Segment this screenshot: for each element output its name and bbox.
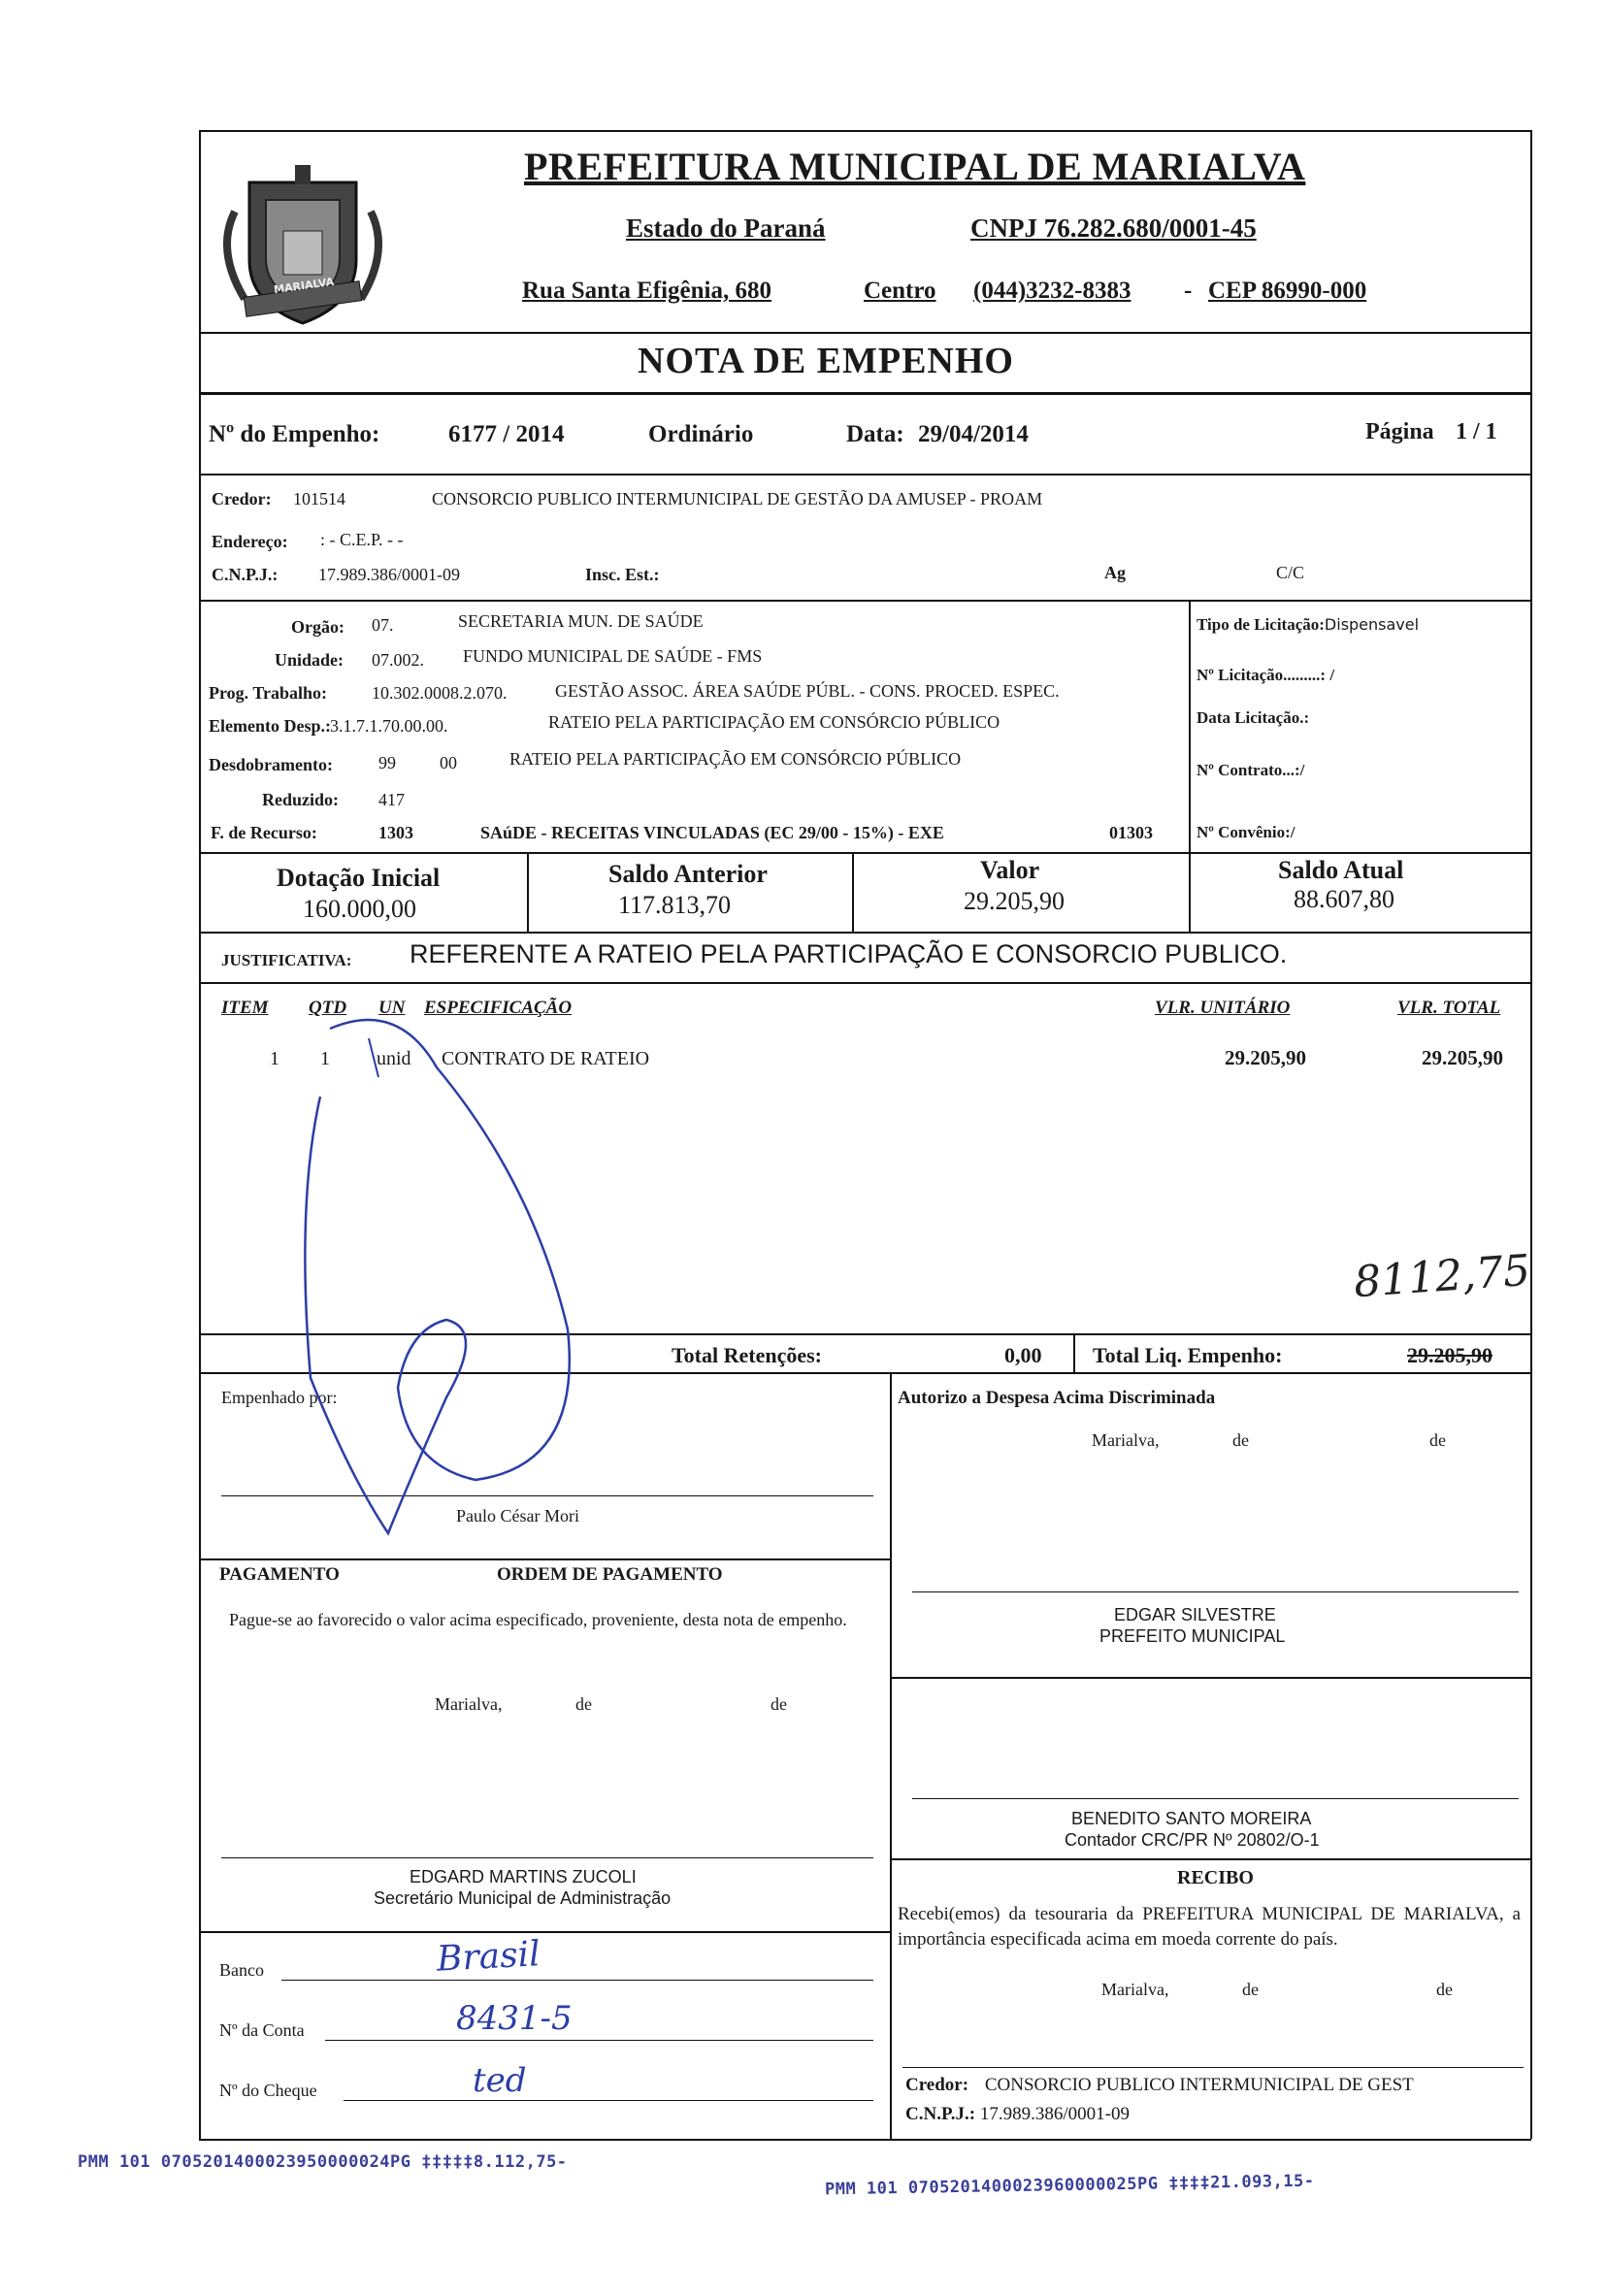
desdobramento-name: RATEIO PELA PARTICIPAÇÃO EM CONSÓRCIO PÚBLICO [509, 749, 962, 769]
empenho-number-label: Nº do Empenho: [209, 421, 380, 447]
desdobramento-label: Desdobramento: [209, 755, 333, 774]
municipal-seal [206, 144, 400, 338]
signature-line [902, 2067, 1524, 2068]
orgao-code: 07. [372, 615, 394, 635]
recibo-text: Recebi(emos) da tesouraria da PREFEITURA MUNICIPAL DE MARIALVA, a importância especificada acima em moeda corrente do país. [898, 1904, 1521, 1950]
valor-value: 29.205,90 [964, 887, 1065, 915]
recibo-de1: de [1242, 1980, 1259, 1999]
empenhado-por-name: Paulo César Mori [456, 1506, 579, 1525]
row-un: unid [377, 1048, 411, 1069]
signature-scribble [291, 1009, 640, 1553]
credor-label: Credor: [212, 489, 272, 508]
row-spec: CONTRATO DE RATEIO [442, 1048, 650, 1069]
convenio-numero: Nº Convênio:/ [1197, 823, 1295, 841]
recibo-credor [905, 2075, 1414, 2096]
divider [199, 852, 1531, 854]
divider [1073, 1333, 1075, 1372]
total-retencoes-label: Total Retenções: [672, 1343, 822, 1367]
row-item: 1 [270, 1048, 279, 1069]
col-header-un: UN [378, 998, 406, 1018]
prog-trabalho-name: GESTÃO ASSOC. ÁREA SAÚDE PÚBL. - CONS. PROCED. ESPEC. [555, 681, 1060, 701]
divider [199, 332, 1531, 334]
saldo-atual-label: Saldo Atual [1278, 856, 1404, 884]
prog-trabalho-code: 10.302.0008.2.070. [372, 683, 508, 703]
orgao-label: Orgão: [291, 617, 344, 637]
dotacao-inicial-label: Dotação Inicial [277, 864, 441, 892]
document-title: NOTA DE EMPENHO [638, 341, 1014, 381]
elemento-desp-code: 3.1.7.1.70.00.00. [330, 716, 448, 736]
cheque-value: ted [473, 2061, 527, 2100]
conta-line [325, 2040, 873, 2041]
divider [852, 852, 854, 932]
licitacao-tipo-value: Dispensavel [1324, 615, 1420, 634]
pagamento-city: Marialva, [435, 1694, 503, 1714]
divider [1189, 852, 1191, 932]
recurso-number: 01303 [1109, 823, 1153, 842]
saldo-anterior-label: Saldo Anterior [608, 860, 768, 888]
signature-line [912, 1591, 1519, 1592]
credor-ag-label: Ag [1104, 563, 1126, 582]
divider [890, 1372, 892, 2139]
credor-insc-label: Insc. Est.: [585, 565, 660, 584]
header-cnpj: CNPJ 76.282.680/0001-45 [970, 213, 1257, 243]
saldo-anterior-value: 117.813,70 [618, 891, 732, 919]
unidade-name: FUNDO MUNICIPAL DE SAÚDE - FMS [463, 646, 763, 666]
bank-stamp-line-2: PMM 101 0705201400023960000025PG ‡‡‡‡21.093,15- [824, 2171, 1315, 2200]
credor-name: CONSORCIO PUBLICO INTERMUNICIPAL DE GESTÃO DA AMUSEP - PROAM [432, 489, 1043, 508]
autorizo-city: Marialva, [1092, 1430, 1160, 1450]
divider [890, 1858, 1531, 1860]
licitacao-tipo [1197, 615, 1419, 635]
orgao-name: SECRETARIA MUN. DE SAÚDE [458, 611, 704, 631]
total-liq-empenho-value: 29.205,90 [1407, 1343, 1492, 1367]
col-header-vlr-total: VLR. TOTAL [1397, 998, 1501, 1018]
header-dash: - [1184, 278, 1193, 304]
empenho-date-label: Data: [846, 421, 904, 447]
recibo-credor-label: Credor: [905, 2075, 969, 2095]
conta-value: 8431-5 [456, 1999, 573, 2038]
conta-label: Nº da Conta [219, 2020, 305, 2040]
pagamento-label: PAGAMENTO [219, 1564, 340, 1585]
credor-cnpj: 17.989.386/0001-09 [318, 565, 460, 584]
secretario-name: EDGARD MARTINS ZUCOLI [410, 1867, 637, 1886]
cheque-label: Nº do Cheque [219, 2081, 317, 2100]
saldo-atual-value: 88.607,80 [1294, 885, 1394, 913]
credor-code: 101514 [293, 489, 345, 508]
banco-value: Brasil [436, 1934, 541, 1980]
contador-name: BENEDITO SANTO MOREIRA [1071, 1809, 1312, 1828]
recibo-cnpj-value: 17.989.386/0001-09 [979, 2104, 1130, 2124]
divider [199, 392, 1531, 395]
justificativa-text: REFERENTE A RATEIO PELA PARTICIPAÇÃO E CONSORCIO PUBLICO. [410, 939, 1288, 968]
col-header-vlr-unitario: VLR. UNITÁRIO [1155, 998, 1291, 1018]
frame-left [199, 130, 201, 2139]
recibo-title: RECIBO [1177, 1867, 1254, 1888]
autorizo-title: Autorizo a Despesa Acima Discriminada [898, 1388, 1216, 1408]
licitacao-data: Data Licitação.: [1197, 708, 1310, 727]
secretario-role: Secretário Municipal de Administração [374, 1888, 672, 1908]
divider [199, 932, 1531, 934]
col-header-qtd: QTD [309, 998, 347, 1018]
licitacao-numero: Nº Licitação.........: / [1197, 666, 1335, 684]
justificativa-label: JUSTIFICATIVA: [221, 951, 352, 969]
recurso-label: F. de Recurso: [211, 823, 317, 842]
divider [527, 852, 529, 932]
row-qtd: 1 [320, 1048, 330, 1069]
contador-role: Contador CRC/PR Nº 20802/O-1 [1065, 1830, 1320, 1850]
prefeito-name: EDGAR SILVESTRE [1114, 1605, 1276, 1624]
contrato-numero: Nº Contrato...:/ [1197, 761, 1305, 779]
pagamento-text: Pague-se ao favorecido o valor acima especificado, proveniente, desta nota de empenho. [229, 1610, 847, 1629]
bank-stamp-line-1: PMM 101 0705201400023950000024PG ‡‡‡‡‡8.112,75- [78, 2152, 568, 2172]
signature-line [221, 1857, 873, 1858]
desdobramento-code: 99 [378, 753, 396, 772]
header-org-title: PREFEITURA MUNICIPAL DE MARIALVA [524, 145, 1306, 188]
elemento-desp-name: RATEIO PELA PARTICIPAÇÃO EM CONSÓRCIO PÚBLICO [548, 712, 1000, 732]
divider [890, 1677, 1531, 1679]
ordem-pagamento-title: ORDEM DE PAGAMENTO [497, 1564, 723, 1585]
autorizo-de2: de [1429, 1430, 1446, 1450]
header-district: Centro [864, 278, 936, 304]
recibo-cnpj-label: C.N.P.J.: [905, 2104, 976, 2124]
autorizo-de1: de [1232, 1430, 1249, 1450]
recibo-cnpj [905, 2104, 1130, 2125]
header-phone: (044)3232-8383 [973, 278, 1131, 304]
elemento-desp-label: Elemento Desp.: [209, 716, 331, 736]
banco-label: Banco [219, 1960, 264, 1980]
divider [199, 600, 1531, 602]
credor-address: : - C.E.P. - - [320, 530, 404, 549]
banco-line [281, 1980, 873, 1981]
header-address: Rua Santa Efigênia, 680 [522, 278, 771, 304]
credor-cnpj-label: C.N.P.J.: [212, 565, 279, 584]
pagamento-de2: de [771, 1694, 787, 1714]
signature-line [912, 1798, 1519, 1799]
empenho-type: Ordinário [648, 421, 754, 447]
divider [199, 1931, 890, 1933]
unidade-code: 07.002. [372, 650, 424, 670]
handwritten-amount: 8112,75 [1352, 1245, 1532, 1308]
recibo-city: Marialva, [1101, 1980, 1169, 1999]
unidade-label: Unidade: [275, 650, 344, 670]
seal-ribbon-text: MARIALVA [273, 275, 335, 297]
recibo-de2: de [1436, 1980, 1453, 1999]
total-liq-empenho-label: Total Liq. Empenho: [1093, 1343, 1283, 1367]
row-total-value: 29.205,90 [1422, 1046, 1503, 1069]
pagamento-de1: de [575, 1694, 592, 1714]
divider [199, 1558, 890, 1560]
header-cep: CEP 86990-000 [1208, 278, 1367, 304]
total-retencoes-value: 0,00 [1004, 1343, 1042, 1367]
valor-label: Valor [980, 856, 1040, 884]
row-unit-value: 29.205,90 [1225, 1046, 1306, 1069]
credor-address-label: Endereço: [212, 532, 288, 551]
dotacao-inicial-value: 160.000,00 [303, 895, 416, 923]
divider [199, 2139, 1531, 2141]
divider [199, 982, 1531, 984]
divider [199, 474, 1531, 476]
frame-right [1530, 130, 1532, 2139]
recurso-code: 1303 [378, 823, 413, 842]
divider [1189, 600, 1191, 852]
page-number: 1 / 1 [1456, 419, 1497, 444]
col-header-item: ITEM [221, 998, 269, 1018]
header-state: Estado do Paraná [626, 213, 826, 243]
reduzido-value: 417 [378, 790, 405, 809]
page-label: Página [1365, 419, 1434, 444]
prefeito-role: PREFEITO MUNICIPAL [1099, 1626, 1286, 1646]
cheque-line [344, 2100, 873, 2101]
recurso-name: SAúDE - RECEITAS VINCULADAS (EC 29/00 - 15%) - EXE [480, 823, 944, 842]
empenho-number: 6177 / 2014 [448, 421, 565, 447]
reduzido-label: Reduzido: [262, 790, 340, 809]
empenhado-por-label: Empenhado por: [221, 1388, 338, 1407]
frame-top [199, 130, 1531, 132]
licitacao-tipo-label: Tipo de Licitação: [1197, 615, 1325, 634]
prog-trabalho-label: Prog. Trabalho: [209, 683, 328, 703]
col-header-especificacao: ESPECIFICAÇÃO [424, 998, 573, 1018]
desdobramento-sub: 00 [440, 753, 457, 772]
empenho-date: 29/04/2014 [918, 421, 1029, 447]
credor-cc-label: C/C [1276, 563, 1305, 582]
recibo-credor-name: CONSORCIO PUBLICO INTERMUNICIPAL DE GEST [984, 2075, 1414, 2095]
